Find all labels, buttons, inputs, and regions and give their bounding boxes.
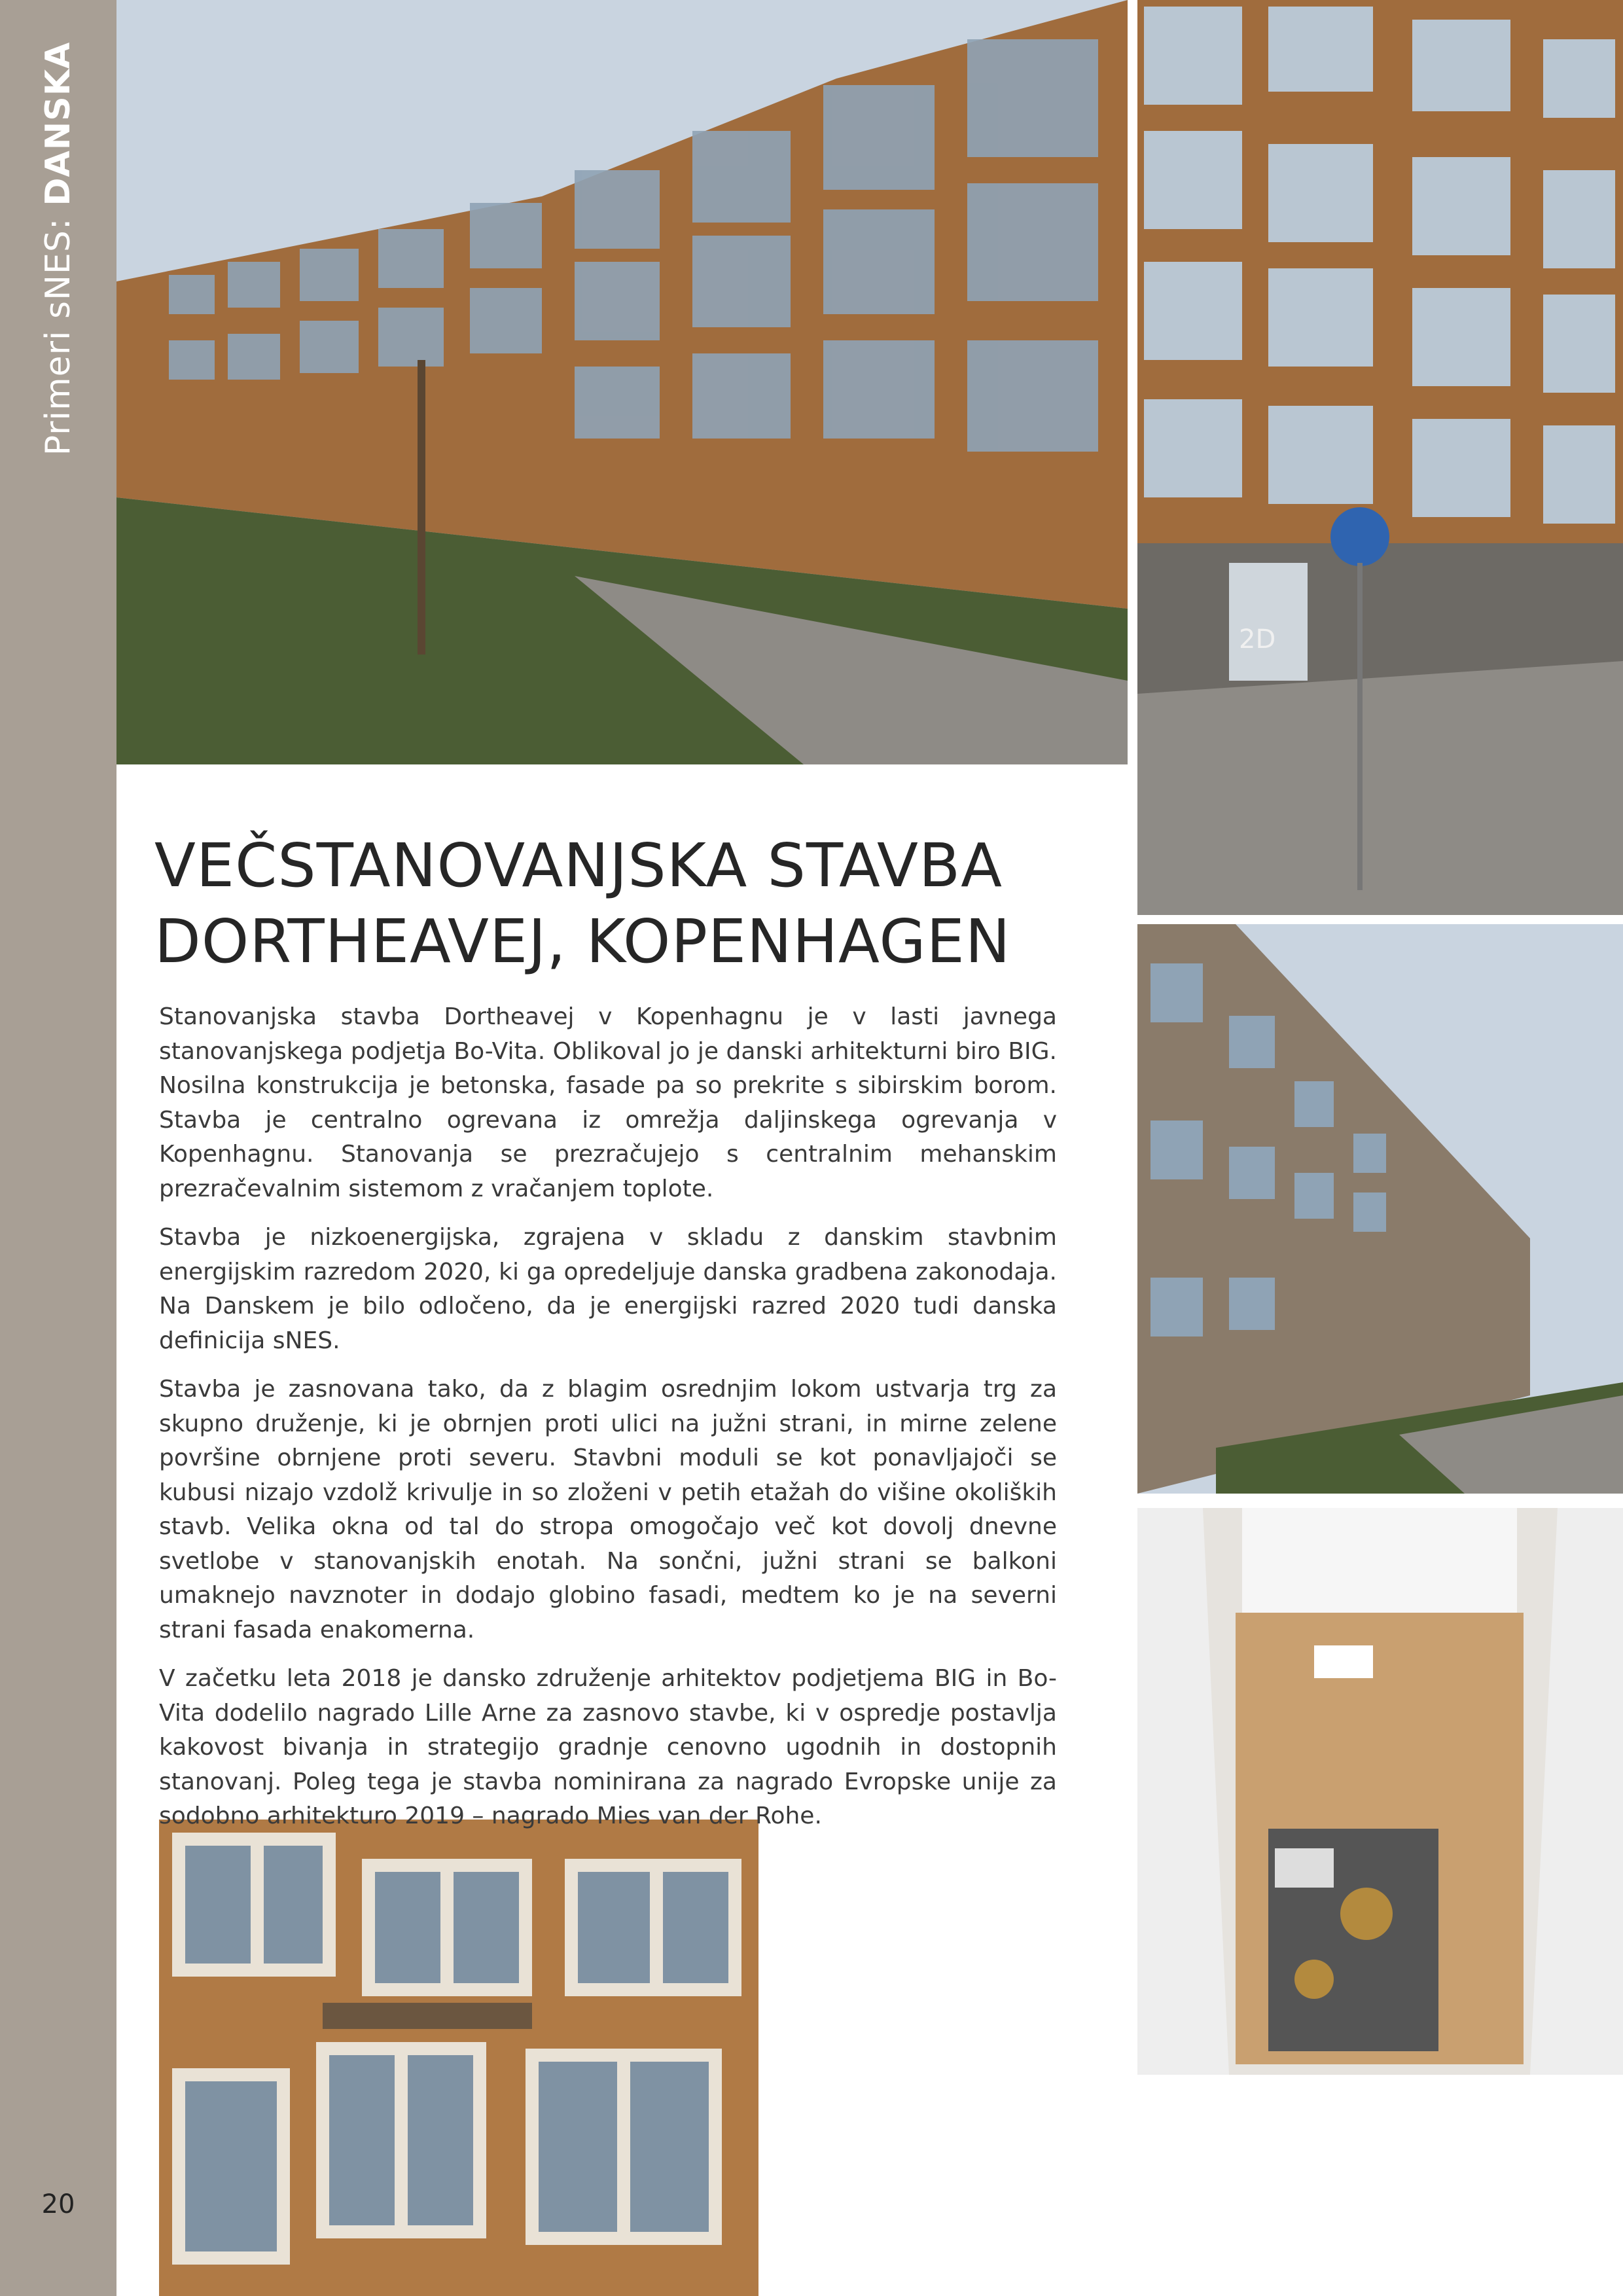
sign-2d: 2D bbox=[1239, 624, 1276, 655]
sidebar bbox=[0, 0, 116, 2296]
photo-north-facade bbox=[1137, 924, 1623, 1494]
section-label bbox=[39, 42, 78, 456]
title-line-1: VEČSTANOVANJSKA STAVBA bbox=[154, 831, 1003, 901]
photo-courtyard-facade bbox=[116, 0, 1128, 764]
paragraph: Stavba je zasnovana tako, da z blagim osrednjim lokom ustvarja trg za skupno druženje, ki je obrnjen proti ulici na južni strani, in mirne zelene površine obrnjene proti severu. Stavbni moduli se kot ponavljajoči se kubusi nizajo vzdolž krivulje in so zloženi v petih etažah do višine okoliških stavb. Velika okna od tal do stropa omogočajo več kot dovolj dnevne svetlobe v stanovanjskih enotah. Na sončni, južni strani se balkoni umaknejo navznoter in dodajo globino fasadi, medtem ko je na severni strani fasada enakomerna. bbox=[159, 1376, 1057, 1643]
paragraph: Stavba je nizkoenergijska, zgrajena v skladu z danskim stavbnim energijskim razredom 2020, ki ga opredeljuje danska gradbena zakonodaja. Na Danskem je bilo odločeno, da je energijski razred 2020 tudi danska definicija sNES. bbox=[159, 1224, 1057, 1354]
photo-heating-unit bbox=[1137, 1508, 1623, 2075]
title-line-2: DORTHEAVEJ, KOPENHAGEN bbox=[154, 906, 1011, 977]
photo-facade-closeup bbox=[159, 1820, 758, 2296]
paragraph: Stanovanjska stavba Dortheavej v Kopenhagnu je v lasti javnega stanovanjskega podjetja Bo-Vita. Oblikoval jo je danski arhitekturni biro BIG. Nosilna konstrukcija je betonska, fasade pa so prekrite s sibirskim borom. Stavba je centralno ogrevana iz omrežja daljinskega ogrevanja v Kopenhagnu. Stanovanja se prezračujejo s centralnim mehanskim prezračevalnim sistemom z vračanjem toplote. bbox=[159, 1003, 1057, 1202]
photo-entrance-facade bbox=[1137, 0, 1623, 915]
article-body bbox=[159, 1000, 1057, 1848]
paragraph: V začetku leta 2018 je dansko združenje arhitektov podjetjema BIG in Bo-Vita dodelilo nagrado Lille Arne za zasnovo stavbe, ki v ospredje postavlja kakovost bivanja in strategijo gradnje cenovno ugodnih in dostopnih stanovanj. Poleg tega je stavba nominirana za nagrado Evropske unije za sodobno arhitekturo 2019 – nagrado Mies van der Rohe. bbox=[159, 1665, 1057, 1829]
page-number: 20 bbox=[41, 2189, 75, 2219]
page-title bbox=[154, 828, 1084, 980]
section-label-country: DANSKA bbox=[39, 41, 78, 206]
section-label-prefix: Primeri sNES: bbox=[39, 217, 78, 456]
